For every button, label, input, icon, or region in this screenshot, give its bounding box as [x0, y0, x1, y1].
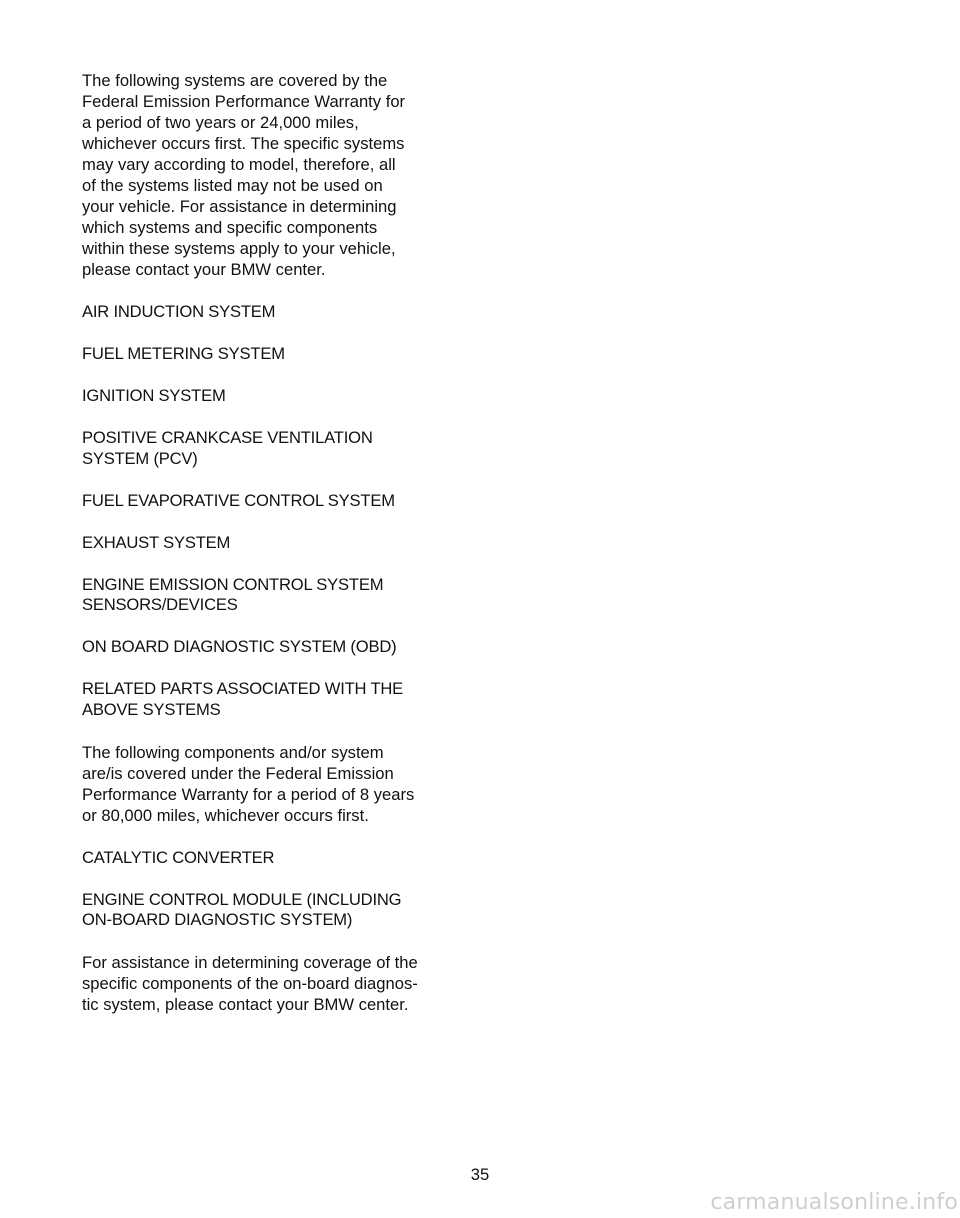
- system-label: FUEL EVAPORATIVE CONTROL SYSTEM: [82, 490, 395, 510]
- system-label: ON BOARD DIAGNOSTIC SYSTEM (OBD): [82, 637, 397, 656]
- text-line: which systems and specific components: [82, 218, 378, 237]
- text-line: tic system, please contact your BMW center.: [82, 995, 409, 1014]
- system-item-obd: [82, 637, 472, 658]
- text-line: within these systems apply to your vehicle,: [82, 239, 396, 258]
- text-line: please contact your BMW center.: [82, 260, 326, 279]
- component-item-engine-control-module: [82, 890, 472, 931]
- intro-paragraph: [82, 70, 472, 280]
- system-label: AIR INDUCTION SYSTEM: [82, 302, 276, 321]
- text-line: may vary according to model, therefore, all: [82, 155, 396, 174]
- system-label: EXHAUST SYSTEM: [82, 532, 231, 552]
- extended-warranty-paragraph: [82, 742, 472, 826]
- system-label: SYSTEM (PCV): [82, 448, 198, 468]
- text-line: For assistance in determining coverage of the: [82, 953, 418, 972]
- text-line: a period of two years or 24,000 miles,: [82, 113, 359, 132]
- system-item-fuel-evaporative: [82, 491, 472, 512]
- system-label: ABOVE SYSTEMS: [82, 699, 221, 719]
- text-line: The following components and/or system: [82, 742, 384, 762]
- component-label: CATALYTIC CONVERTER: [82, 847, 275, 867]
- system-label: FUEL METERING SYSTEM: [82, 344, 285, 363]
- text-line: or 80,000 miles, whichever occurs first.: [82, 805, 369, 825]
- system-item-air-induction: [82, 302, 472, 323]
- system-item-exhaust: [82, 533, 472, 554]
- system-item-ignition: [82, 386, 472, 407]
- text-line: your vehicle. For assistance in determining: [82, 197, 397, 216]
- covered-components-list: [82, 848, 472, 931]
- closing-paragraph: [82, 952, 472, 1015]
- system-label: RELATED PARTS ASSOCIATED WITH THE: [82, 679, 404, 698]
- system-item-pcv: [82, 428, 472, 469]
- watermark: carmanualsonline.info: [710, 1190, 958, 1215]
- covered-systems-list: [82, 302, 472, 720]
- page-number: 35: [470, 1165, 490, 1184]
- text-line: are/is covered under the Federal Emission: [82, 763, 394, 783]
- system-label: ENGINE EMISSION CONTROL SYSTEM: [82, 574, 384, 594]
- text-line: whichever occurs first. The specific systems: [82, 134, 405, 153]
- system-item-related-parts: [82, 679, 472, 720]
- system-item-fuel-metering: [82, 344, 472, 365]
- system-label: POSITIVE CRANKCASE VENTILATION: [82, 428, 373, 447]
- text-line: Performance Warranty for a period of 8 years: [82, 784, 415, 804]
- component-item-catalytic-converter: [82, 848, 472, 869]
- document-body: [82, 70, 472, 1037]
- component-label: ENGINE CONTROL MODULE (INCLUDING: [82, 889, 402, 909]
- system-label: IGNITION SYSTEM: [82, 386, 226, 405]
- component-label: ON-BOARD DIAGNOSTIC SYSTEM): [82, 910, 353, 929]
- text-line: Federal Emission Performance Warranty for: [82, 92, 406, 111]
- system-label: SENSORS/DEVICES: [82, 595, 238, 614]
- text-line: The following systems are covered by the: [82, 71, 388, 90]
- text-line: specific components of the on-board diagnos-: [82, 974, 418, 993]
- text-line: of the systems listed may not be used on: [82, 176, 383, 195]
- system-item-emission-sensors: [82, 575, 472, 616]
